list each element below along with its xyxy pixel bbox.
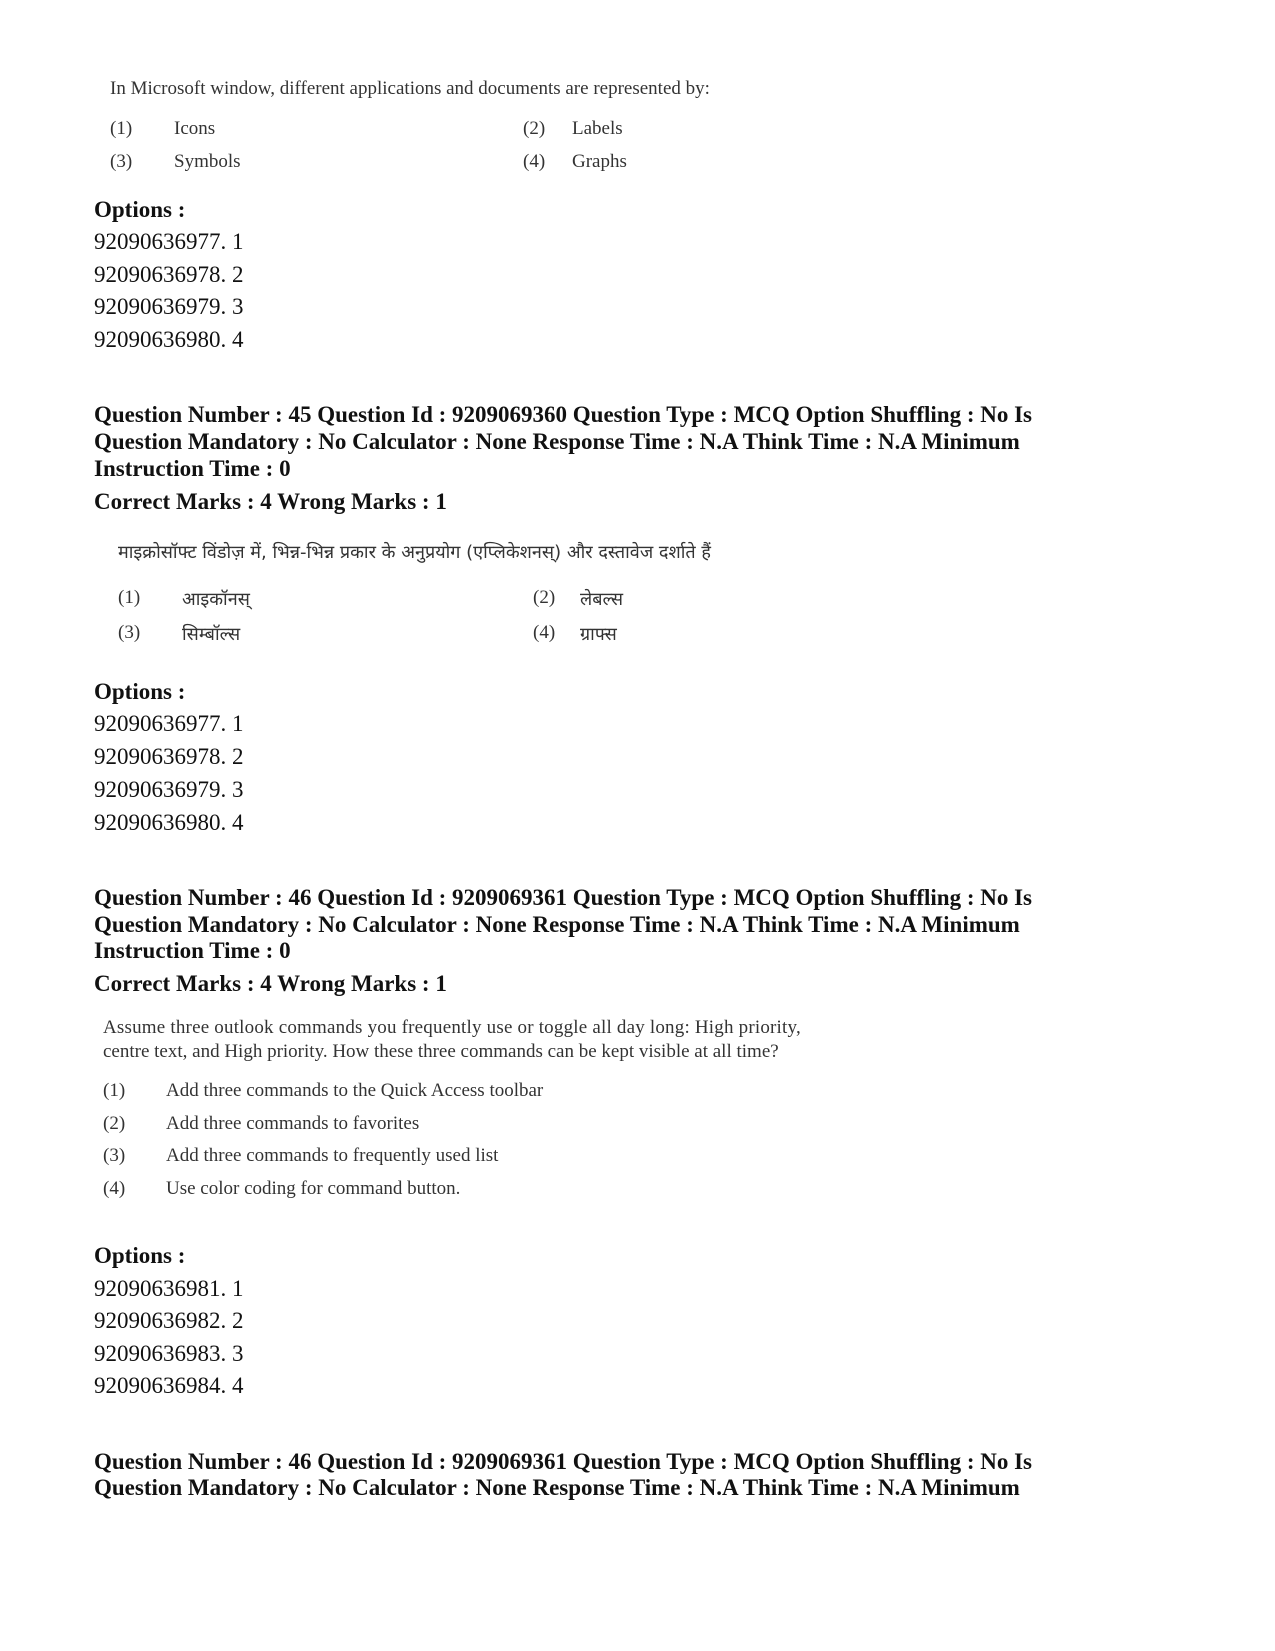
option-line: 92090636977. 1	[94, 229, 244, 254]
marks-line: Correct Marks : 4 Wrong Marks : 1	[94, 489, 447, 514]
choice-text: Symbols	[174, 151, 241, 172]
question-stem: माइक्रोसॉफ्ट विंडोज़ में, भिन्न-भिन्न प्रकार के अनुप्रयोग (एप्लिकेशनस्) और दस्तावेज दर्शाते हैं	[118, 542, 711, 563]
question-meta-line: Question Mandatory : No Calculator : None Response Time : N.A Think Time : N.A Minimum	[94, 1475, 1020, 1500]
option-line: 92090636979. 3	[94, 777, 244, 802]
option-line: 92090636978. 2	[94, 262, 244, 287]
options-heading: Options :	[94, 679, 186, 704]
question-meta-line: Question Number : 46 Question Id : 9209069361 Question Type : MCQ Option Shuffling : No Is	[94, 885, 1033, 910]
choice-text: Use color coding for command button.	[166, 1178, 461, 1199]
choice-text: Labels	[572, 118, 623, 139]
choice-text: ग्राफ्स	[580, 624, 617, 645]
question-meta-line: Question Mandatory : No Calculator : None Response Time : N.A Think Time : N.A Minimum	[94, 912, 1020, 937]
choice-number: (3)	[118, 622, 141, 643]
option-line: 92090636977. 1	[94, 711, 244, 736]
choice-number: (2)	[103, 1113, 126, 1134]
choice-number: (1)	[110, 118, 133, 139]
choice-text: Icons	[174, 118, 216, 139]
marks-line: Correct Marks : 4 Wrong Marks : 1	[94, 971, 447, 996]
choice-text: सिम्बॉल्स	[182, 624, 241, 645]
choice-text: Add three commands to the Quick Access toolbar	[166, 1080, 544, 1101]
question-meta-line: Instruction Time : 0	[94, 456, 291, 481]
option-line: 92090636980. 4	[94, 327, 244, 352]
choice-number: (4)	[103, 1178, 126, 1199]
options-heading: Options :	[94, 1243, 186, 1268]
question-meta-line: Question Number : 45 Question Id : 9209069360 Question Type : MCQ Option Shuffling : No Is	[94, 402, 1033, 427]
option-line: 92090636981. 1	[94, 1276, 244, 1301]
choice-text: आइकॉनस्	[182, 589, 250, 610]
option-line: 92090636979. 3	[94, 294, 244, 319]
question-stem-line: centre text, and High priority. How these three commands can be kept visible at all time?	[103, 1041, 779, 1062]
question-stem: In Microsoft window, different applications and documents are represented by:	[110, 78, 710, 99]
choice-text: Add three commands to frequently used list	[166, 1145, 499, 1166]
option-line: 92090636984. 4	[94, 1373, 244, 1398]
choice-number: (3)	[110, 151, 133, 172]
choice-text: Add three commands to favorites	[166, 1113, 420, 1134]
option-line: 92090636982. 2	[94, 1308, 244, 1333]
choice-number: (4)	[523, 151, 546, 172]
choice-number: (1)	[103, 1080, 126, 1101]
question-meta-line: Instruction Time : 0	[94, 938, 291, 963]
choice-number: (2)	[523, 118, 546, 139]
option-line: 92090636983. 3	[94, 1341, 244, 1366]
choice-text: Graphs	[572, 151, 627, 172]
option-line: 92090636980. 4	[94, 810, 244, 835]
choice-number: (3)	[103, 1145, 126, 1166]
question-meta-line: Question Mandatory : No Calculator : None Response Time : N.A Think Time : N.A Minimum	[94, 429, 1020, 454]
question-meta-line: Question Number : 46 Question Id : 9209069361 Question Type : MCQ Option Shuffling : No Is	[94, 1449, 1033, 1474]
choice-number: (4)	[533, 622, 556, 643]
option-line: 92090636978. 2	[94, 744, 244, 769]
choice-number: (2)	[533, 587, 556, 608]
choice-number: (1)	[118, 587, 141, 608]
question-stem-line: Assume three outlook commands you frequently use or toggle all day long: High priority,	[103, 1017, 801, 1038]
options-heading: Options :	[94, 197, 186, 222]
choice-text: लेबल्स	[580, 589, 623, 610]
